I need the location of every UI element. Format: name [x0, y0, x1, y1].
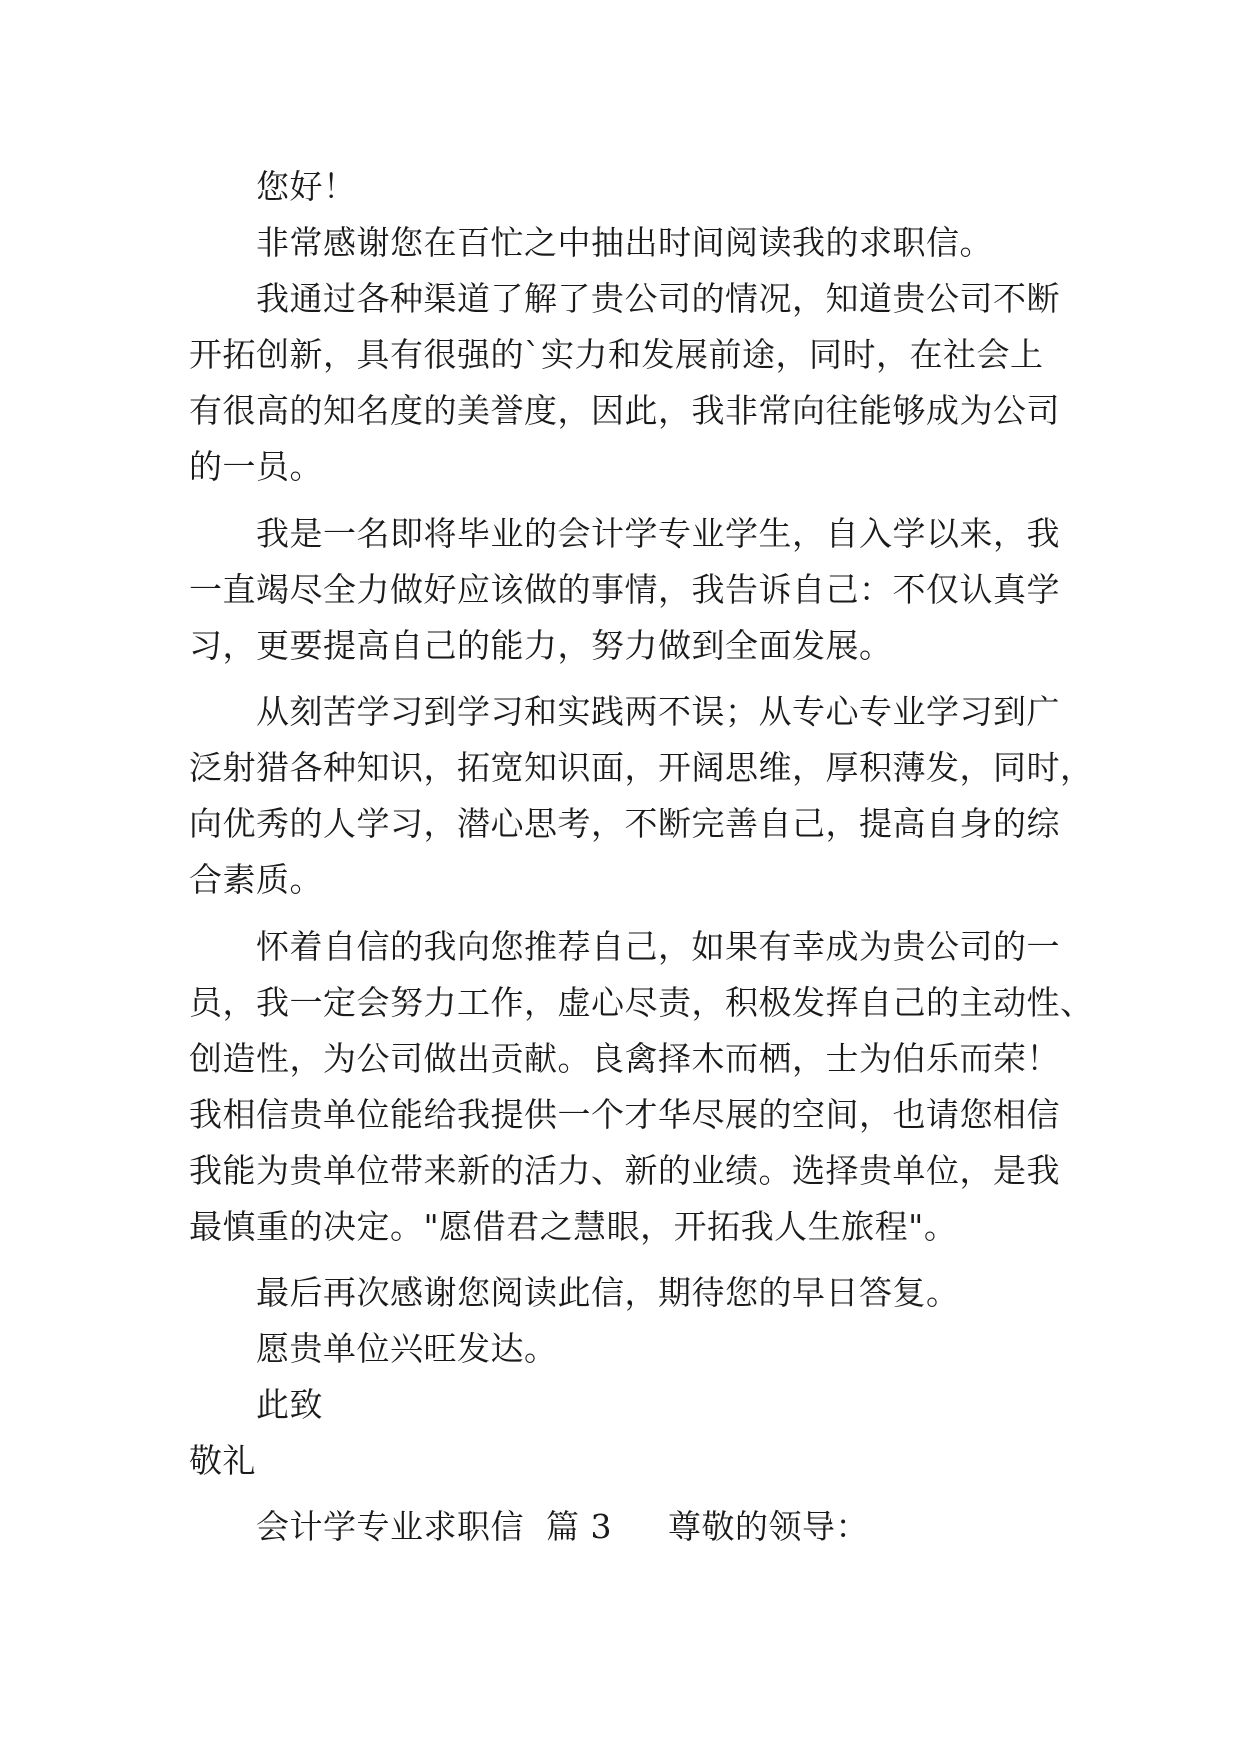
paragraph-line: 有很高的知名度的美誉度，因此，我非常向往能够成为公司: [189, 391, 1060, 430]
paragraph-line: 非常感谢您在百忙之中抽出时间阅读我的求职信。: [256, 223, 993, 262]
paragraph-line: 员，我一定会努力工作，虚心尽责，积极发挥自己的主动性、: [189, 983, 1094, 1022]
closing-salute: 敬礼: [189, 1441, 256, 1480]
paragraph-line: 我相信贵单位能给我提供一个才华尽展的空间，也请您相信: [189, 1095, 1060, 1134]
paragraph-line: 愿贵单位兴旺发达。: [256, 1329, 558, 1368]
paragraph-line: 向优秀的人学习，潜心思考，不断完善自己，提高自身的综: [189, 804, 1060, 843]
paragraph-line: 我是一名即将毕业的会计学专业学生，自入学以来，我: [256, 514, 1060, 553]
paragraph-line: 习，更要提高自己的能力，努力做到全面发展。: [189, 626, 893, 665]
paragraph-line: 合素质。: [189, 860, 323, 899]
paragraph-line: 一直竭尽全力做好应该做的事情，我告诉自己：不仅认真学: [189, 570, 1060, 609]
next-letter-salutation: 尊敬的领导：: [667, 1507, 869, 1546]
paragraph-line: 创造性，为公司做出贡献。良禽择木而栖，士为伯乐而荣！: [189, 1039, 1060, 1078]
paragraph-line: 最后再次感谢您阅读此信，期待您的早日答复。: [256, 1273, 960, 1312]
paragraph-line: 泛射猎各种知识，拓宽知识面，开阔思维，厚积薄发，同时，: [189, 748, 1094, 787]
paragraph-line: 开拓创新，具有很强的`实力和发展前途，同时，在社会上: [189, 335, 1044, 374]
next-letter-title: 会计学专业求职信 篇 3: [256, 1507, 612, 1546]
paragraph-line: 最慎重的决定。"愿借君之慧眼，开拓我人生旅程"。: [189, 1207, 958, 1246]
paragraph-line: 我通过各种渠道了解了贵公司的情况，知道贵公司不断: [256, 279, 1060, 318]
paragraph-line: 我能为贵单位带来新的活力、新的业绩。选择贵单位，是我: [189, 1151, 1060, 1190]
greeting: 您好！: [256, 167, 357, 206]
paragraph-line: 从刻苦学习到学习和实践两不误；从专心专业学习到广: [256, 692, 1060, 731]
paragraph-line: 的一员。: [189, 447, 323, 486]
closing-line: 此致: [256, 1385, 323, 1424]
paragraph-line: 怀着自信的我向您推荐自己，如果有幸成为贵公司的一: [256, 927, 1060, 966]
next-section-heading: [256, 1507, 869, 1547]
